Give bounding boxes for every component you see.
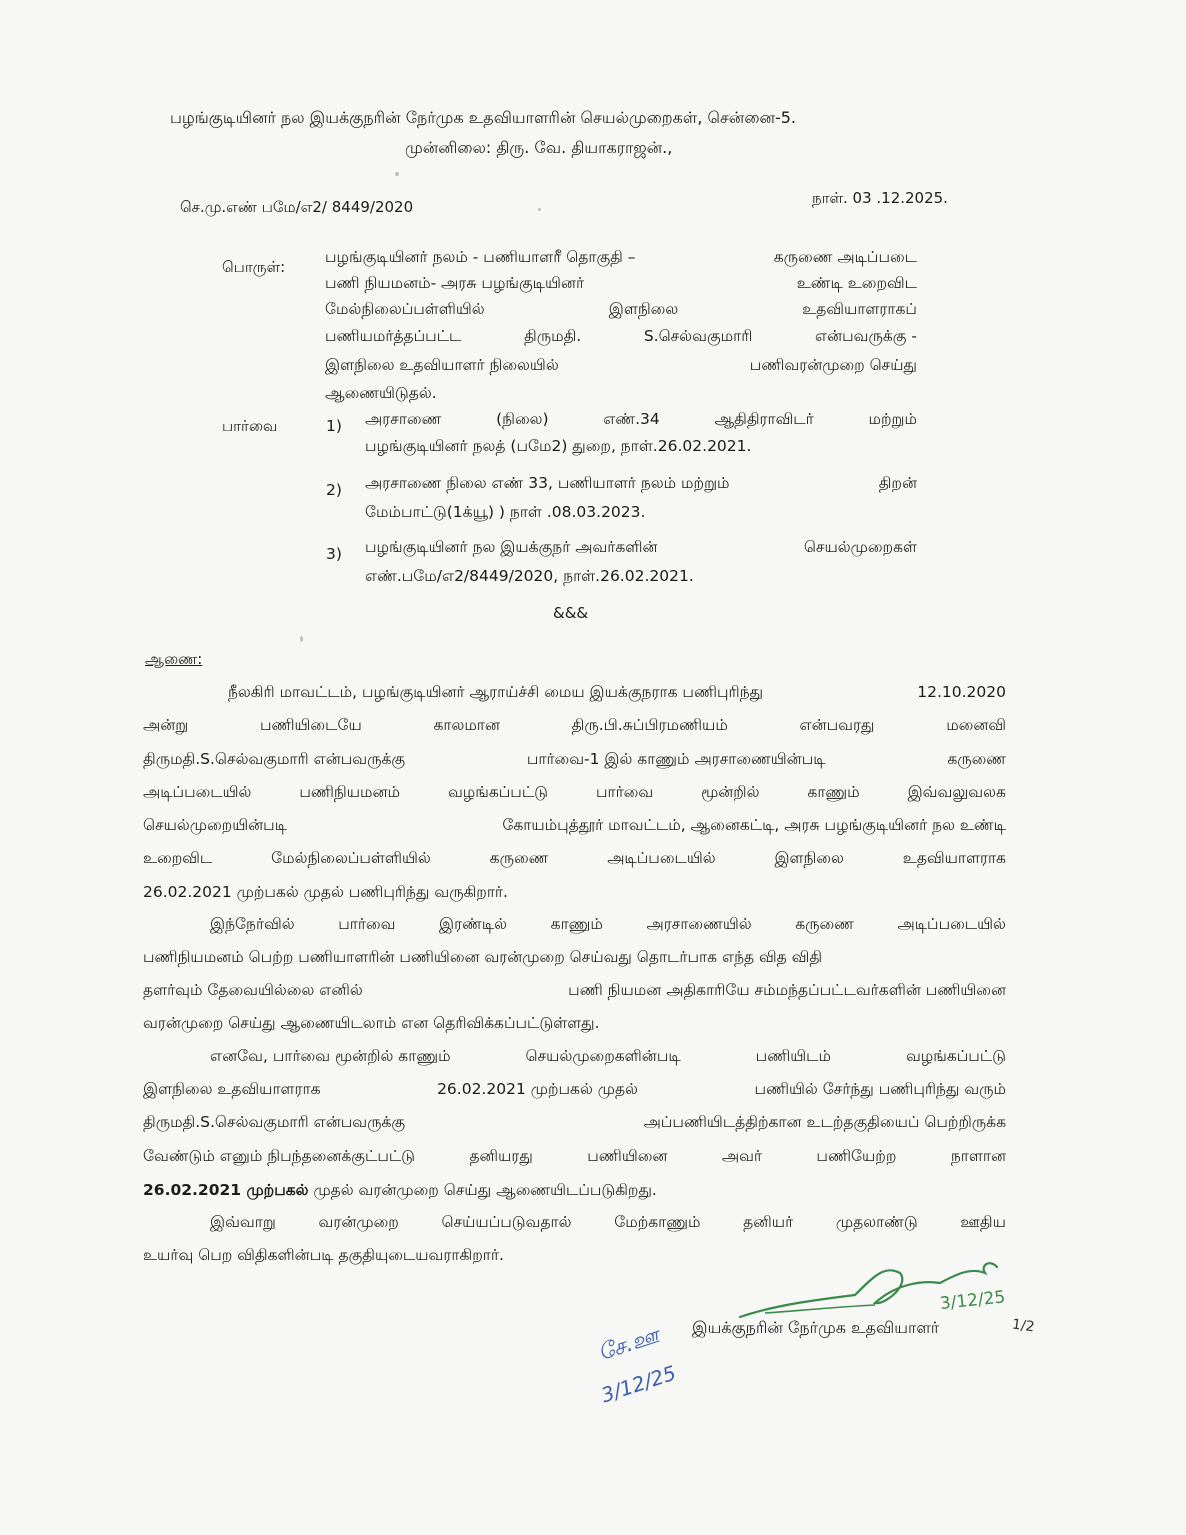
reference-1-line-1: அரசாணை (நிலை) எண்.34 ஆதிதிராவிடர் மற்றும் bbox=[365, 410, 917, 428]
presence-line: முன்னிலை: திரு. வே. தியாகராஜன்., bbox=[405, 138, 673, 157]
reference-number: செ.மு.எண் பமே/எ2/ 8449/2020 bbox=[180, 198, 414, 216]
order-heading: ஆணை: bbox=[145, 650, 203, 668]
order-p3-line-2: இளநிலை உதவியாளராக 26.02.2021 முற்பகல் முதல் பணியில் சேர்ந்து பணிபுரிந்து வரும் bbox=[143, 1080, 1006, 1098]
subject-line-4: பணியமர்த்தப்பட்ட திருமதி. S.செல்வகுமாரி என்பவருக்கு - bbox=[325, 327, 917, 345]
order-p1-line-4: அடிப்படையில் பணிநியமனம் வழங்கப்பட்டு பார்வை மூன்றில் காணும் இவ்வலுவலக bbox=[143, 783, 1006, 801]
order-p3-line-1: எனவே, பார்வை மூன்றில் காணும் செயல்முறைகளின்படி பணியிடம் வழங்கப்பட்டு bbox=[210, 1047, 1006, 1065]
subject-label: பொருள்: bbox=[222, 258, 286, 276]
order-p4-line-2: உயர்வு பெற விதிகளின்படி தகுதியுடையவராகிறார். bbox=[143, 1246, 504, 1264]
subject-line-6: ஆணையிடுதல். bbox=[325, 384, 437, 402]
order-p2-line-4: வரன்முறை செய்து ஆணையிடலாம் என தெரிவிக்கப்பட்டுள்ளது. bbox=[143, 1014, 600, 1032]
order-p3-line-3: திருமதி.S.செல்வகுமாரி என்பவருக்கு அப்பணியிடத்திற்கான உடற்தகுதியைப் பெற்றிருக்க bbox=[143, 1113, 1006, 1131]
page-mark: 1/2 bbox=[1010, 1316, 1036, 1336]
reference-2-line-2: மேம்பாட்டு(1க்யூ) ) நாள் .08.03.2023. bbox=[365, 503, 646, 521]
reference-3-number: 3) bbox=[326, 545, 342, 563]
reference-2-number: 2) bbox=[326, 481, 342, 499]
office-title: பழங்குடியினர் நல இயக்குநரின் நேர்முக உதவியாளரின் செயல்முறைகள், சென்னை-5. bbox=[170, 108, 797, 127]
reference-3-line-2: எண்.பமே/எ2/8449/2020, நாள்.26.02.2021. bbox=[365, 567, 694, 585]
signature-date: 3/12/25 bbox=[938, 1287, 1007, 1315]
signatory-designation: இயக்குநரின் நேர்முக உதவியாளர் bbox=[692, 1318, 940, 1337]
order-p1-line-1: நீலகிரி மாவட்டம், பழங்குடியினர் ஆராய்ச்சி மைய இயக்குநராக பணிபுரிந்து 12.10.2020 bbox=[228, 683, 1006, 701]
order-p3-line-4: வேண்டும் எனும் நிபந்தனைக்குட்பட்டு தனியரது பணியினை அவர் பணியேற்ற நாளான bbox=[143, 1147, 1006, 1165]
initial-date: 3/12/25 bbox=[598, 1360, 679, 1408]
scan-speck bbox=[538, 208, 541, 211]
reference-1-number: 1) bbox=[326, 417, 342, 435]
subject-line-3: மேல்நிலைப்பள்ளியில் இளநிலை உதவியாளராகப் bbox=[325, 300, 917, 318]
order-p1-line-2: அன்று பணியிடையே காலமான திரு.பி.சுப்பிரமணியம் என்பவரது மனைவி bbox=[143, 716, 1006, 734]
order-p1-line-6: உறைவிட மேல்நிலைப்பள்ளியில் கருணை அடிப்படையில் இளநிலை உதவியாளராக bbox=[143, 849, 1006, 867]
initial-note: சே.ஊ bbox=[595, 1323, 663, 1367]
subject-line-5: இளநிலை உதவியாளர் நிலையில் பணிவரன்முறை செய்து bbox=[325, 356, 917, 374]
order-p2-line-2: பணிநியமனம் பெற்ற பணியாளரின் பணியினை வரன்முறை செய்வது தொடர்பாக எந்த வித விதி bbox=[143, 948, 823, 966]
reference-3-line-1: பழங்குடியினர் நல இயக்குநர் அவர்களின் செயல்முறைகள் bbox=[365, 538, 917, 556]
order-p2-line-1: இந்நேர்வில் பார்வை இரண்டில் காணும் அரசாணையில் கருணை அடிப்படையில் bbox=[210, 915, 1006, 933]
order-p3-line-5: 26.02.2021 முற்பகல் முதல் வரன்முறை செய்து ஆணையிடப்படுகிறது. bbox=[143, 1181, 657, 1199]
subject-line-2: பணி நியமனம்- அரசு பழங்குடியினர் உண்டி உறைவிட bbox=[325, 274, 917, 292]
separator-mark: &&& bbox=[553, 604, 589, 622]
references-label: பார்வை bbox=[222, 417, 278, 435]
reference-1-line-2: பழங்குடியினர் நலத் (பமே2) துறை, நாள்.26.02.2021. bbox=[365, 437, 752, 455]
order-p2-line-3: தளர்வும் தேவையில்லை எனில் பணி நியமன அதிகாரியே சம்மந்தப்பட்டவர்களின் பணியினை bbox=[143, 981, 1006, 999]
effective-date-bold: 26.02.2021 முற்பகல் bbox=[143, 1181, 309, 1199]
reference-2-line-1: அரசாணை நிலை எண் 33, பணியாளர் நலம் மற்றும் திறன் bbox=[365, 474, 917, 492]
order-p1-line-3: திருமதி.S.செல்வகுமாரி என்பவருக்கு பார்வை-1 இல் காணும் அரசாணையின்படி கருணை bbox=[143, 750, 1006, 768]
order-p4-line-1: இவ்வாறு வரன்முறை செய்யப்படுவதால் மேற்காணும் தனியர் முதலாண்டு ஊதிய bbox=[210, 1213, 1006, 1231]
scan-speck bbox=[395, 172, 399, 176]
document-date: நாள். 03 .12.2025. bbox=[812, 189, 948, 207]
subject-line-1: பழங்குடியினர் நலம் - பணியாளரீ தொகுதி – கருணை அடிப்படை bbox=[325, 248, 917, 266]
order-p1-line-5: செயல்முறையின்படி கோயம்புத்தூர் மாவட்டம், ஆனைகட்டி, அரசு பழங்குடியினர் நல உண்டி bbox=[143, 816, 1006, 834]
scan-speck bbox=[300, 636, 303, 642]
order-p1-line-7: 26.02.2021 முற்பகல் முதல் பணிபுரிந்து வருகிறார். bbox=[143, 883, 508, 901]
